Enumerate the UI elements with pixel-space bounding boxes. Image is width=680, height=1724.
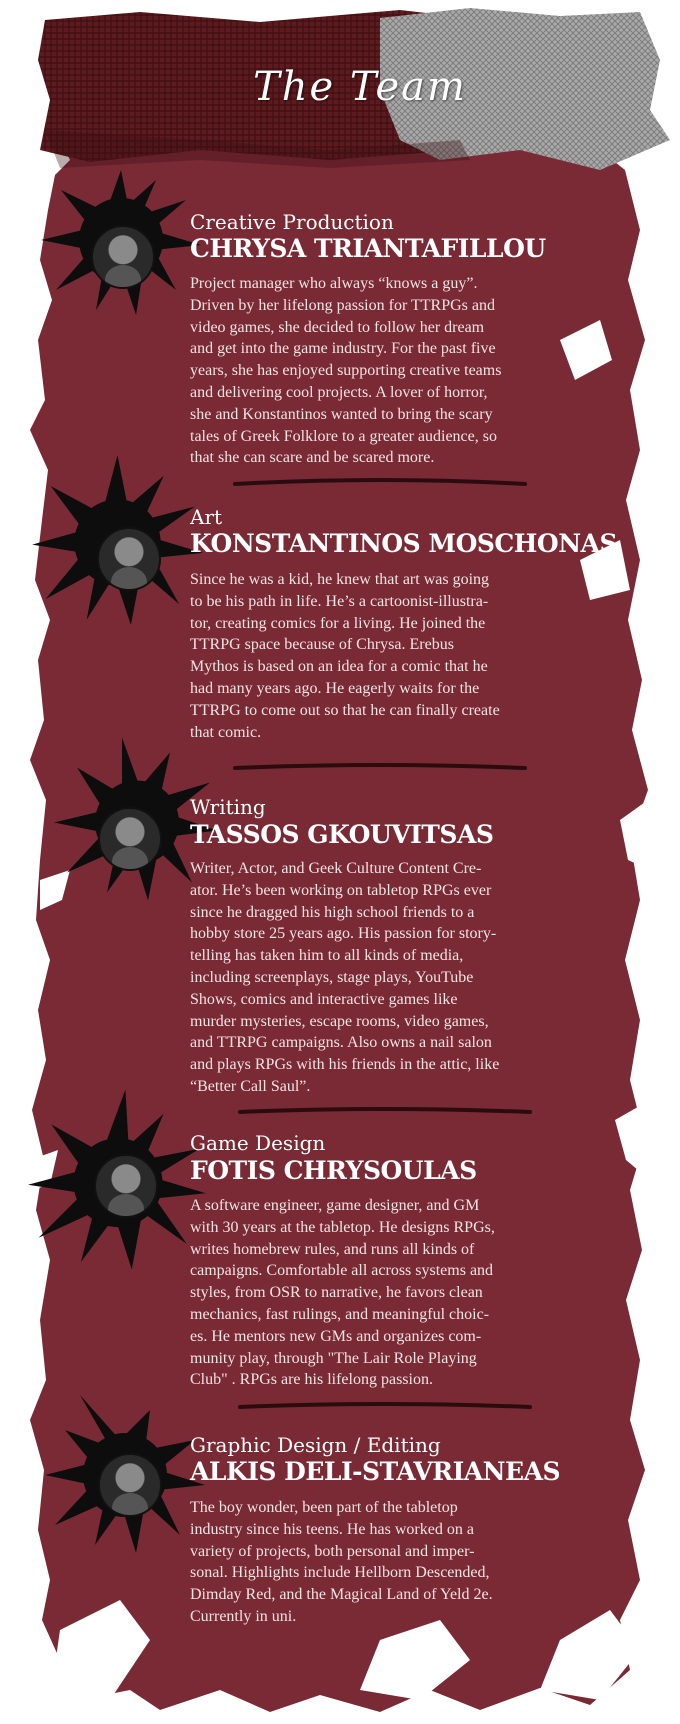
member-name: TASSOS GKOUVITSAS [190, 820, 494, 849]
avatar [94, 1154, 158, 1218]
avatar [98, 1453, 162, 1517]
member-role: Game Design [190, 1131, 326, 1155]
member-name: KONSTANTINOS MOSCHONAS [190, 529, 618, 558]
avatar [98, 807, 162, 871]
member-bio: Writer, Actor, and Geek Culture Content Cre- ator. He’s been working on tabletop RPGs ever since he dragged his high school friends to a hobby store 25 years ago. His passion for story- telling has taken him to all kinds of media, including screenplays, stage plays, YouTube Shows, comics and interactive games like murder mysteries, escape rooms, video games, and TTRPG campaigns. Also owns a nail salon and plays RPGs with his friends in the attic, like “Better Call Saul”. [190, 860, 500, 1095]
team-banner-title: The Team [253, 64, 467, 110]
member-bio: A software engineer, game designer, and GM with 30 years at the tabletop. He designs RPGs, writes homebrew rules, and runs all kinds of campaigns. Comfortable all across systems and styles, from OSR to narrative, he favors clean mechanics, fast rulings, and meaningful choic- es. He mentors new GMs and organizes com- munity play, through "The Lair Role Playing Club" . RPGs are his lifelong passion. [190, 1197, 495, 1389]
member-role: Writing [190, 795, 266, 819]
member-bio: The boy wonder, been part of the tabletop industry since his teens. He has worked on a variety of projects, both personal and imper- sonal. Highlights include Hellborn Descended, Dimday Red, and the Magical Land of Yeld 2e. Currently in uni. [190, 1499, 493, 1625]
avatar [97, 527, 161, 591]
member-name: ALKIS DELI-STAVRIANEAS [190, 1457, 561, 1486]
member-bio: Project manager who always “knows a guy”. Driven by her lifelong passion for TTRPGs and video games, she decided to follow her dream and get into the game industry. For the past five years, she has enjoyed supporting creative teams and delivering cool projects. A lover of horror, she and Konstantinos wanted to bring the scary tales of Greek Folklore to a greater audience, so that she can scare and be scared more. [190, 275, 502, 467]
member-name: CHRYSA TRIANTAFILLOU [190, 234, 546, 263]
member-bio: Since he was a kid, he knew that art was going to be his path in life. He’s a cartoonist-illustra- tor, creating comics for a living. He joined the TTRPG space because of Chrysa. Erebus Mythos is based on an idea for a comic that he had many years ago. He eagerly waits for the TTRPG to come out so that he can finally create that comic. [190, 571, 500, 741]
member-role: Creative Production [190, 210, 394, 234]
member-name: FOTIS CHRYSOULAS [190, 1156, 477, 1185]
avatar [91, 225, 155, 289]
member-role: Art [190, 505, 223, 529]
member-role: Graphic Design / Editing [190, 1433, 441, 1457]
